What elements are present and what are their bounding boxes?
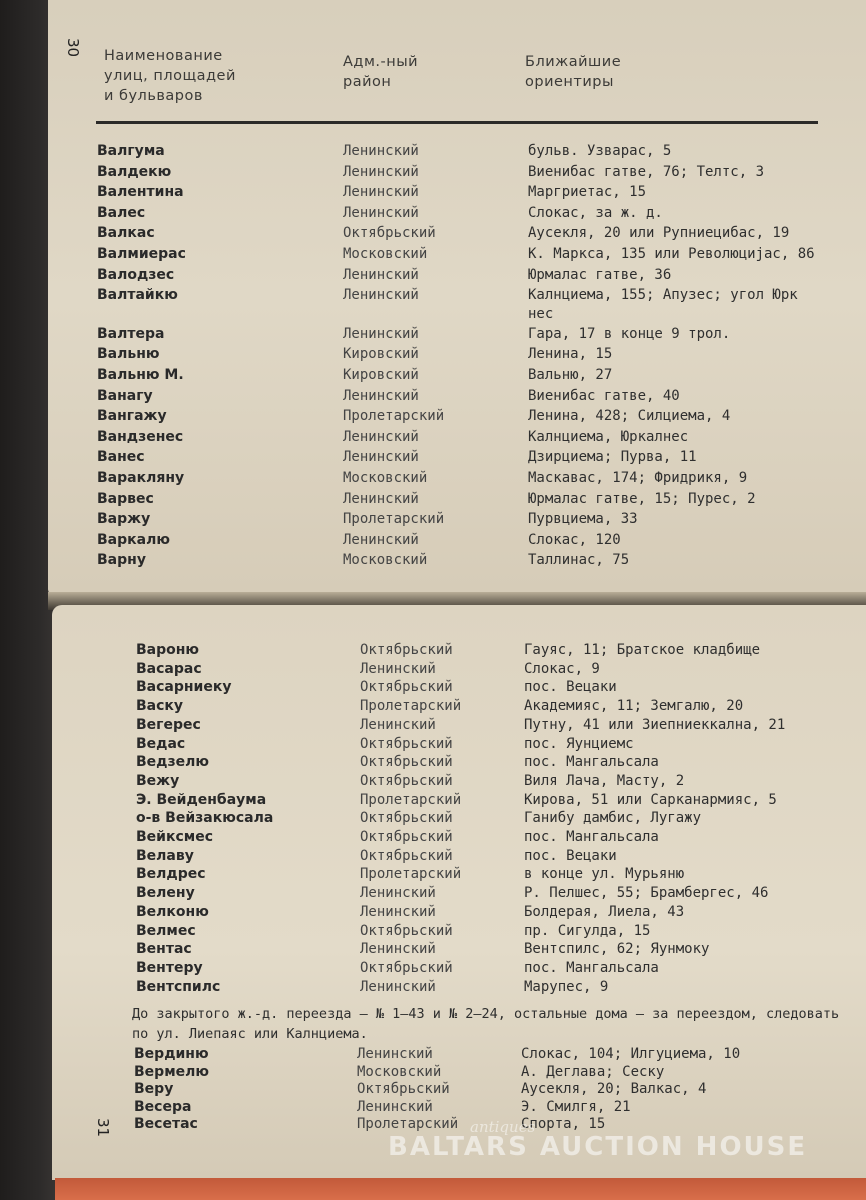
street-name: Валентина — [97, 184, 184, 201]
book-cover-edge — [55, 1178, 866, 1200]
street-name: Вердиню — [134, 1046, 209, 1062]
district-name: Октябрьский — [357, 1081, 450, 1097]
street-name: Васарас — [136, 660, 202, 677]
landmark-text: Путну, 41 или Зиепниеккална, 21 — [524, 716, 786, 733]
district-name: Ленинский — [360, 660, 436, 677]
street-name: Валдекю — [97, 163, 172, 180]
street-name: Вальню — [97, 346, 160, 363]
landmark-text: пос. Яунциемс — [524, 735, 634, 752]
district-name: Кировский — [343, 346, 419, 363]
district-name: Ленинский — [360, 978, 436, 995]
street-name: Васарниеку — [136, 679, 232, 696]
landmark-text: пр. Сигулда, 15 — [524, 922, 651, 939]
street-name: Варакляну — [97, 470, 185, 486]
landmark-text: Гара, 17 в конце 9 трол. — [528, 325, 731, 342]
street-name: Вентеру — [136, 959, 203, 976]
district-name: Пролетарский — [360, 866, 462, 883]
column-header-district: Адм.-ный район — [343, 54, 419, 90]
landmark-text: пос. Мангальсала — [524, 829, 659, 845]
district-name: Ленинский — [357, 1046, 433, 1062]
district-name: Ленинский — [343, 163, 419, 180]
landmark-text: пос. Вецаки — [524, 847, 617, 864]
district-name: Октябрьский — [360, 847, 453, 864]
district-name: Ленинский — [360, 941, 436, 958]
landmark-text: Марупес, 9 — [524, 978, 609, 995]
landmark-text: Академияс, 11; Земгалю, 20 — [524, 698, 744, 715]
district-name: Московский — [343, 470, 428, 486]
street-name: Ванес — [97, 449, 145, 466]
landmark-text: Вентспилс, 62; Яунмоку — [524, 941, 710, 958]
street-name: Веру — [134, 1081, 174, 1097]
page-number-bottom: 31 — [94, 1118, 112, 1138]
landmark-text: К. Маркса, 135 или Революциjас, 86 — [528, 246, 815, 262]
street-name: Валгума — [97, 143, 165, 159]
district-name: Октябрьский — [360, 959, 453, 976]
landmark-text: Пурвциема, 33 — [528, 511, 638, 528]
landmark-text: Ганибу дамбис, Лугажу — [524, 810, 702, 827]
street-name: Вальню М. — [97, 367, 184, 383]
landmark-text: Маскавас, 174; Фридрикя, 9 — [528, 470, 748, 486]
landmark-text: Э. Смилгя, 21 — [521, 1098, 631, 1115]
district-name: Октябрьский — [343, 225, 436, 242]
landmark-text: Дзирциема; Пурва, 11 — [528, 449, 697, 466]
landmark-continuation: нес — [528, 306, 554, 323]
railway-crossing-note: До закрытого ж.-д. переезда — № 1—43 и № 2—24, остальные дома — за переездом, следовать по ул. Лиепаяс или Калнциема. — [132, 1006, 840, 1042]
landmark-text: Слокас, 9 — [524, 660, 600, 677]
street-name: о-в Вейзакюсала — [136, 810, 274, 827]
street-name: Вежу — [136, 772, 180, 789]
street-name: Варжу — [97, 511, 151, 528]
district-name: Кировский — [343, 367, 419, 383]
column-header-landmarks: Ближайшие ориентиры — [525, 54, 622, 90]
landmark-text: Кирова, 51 или Сарканармияс, 5 — [524, 791, 777, 808]
landmark-text: Виенибас гатве, 76; Телтс, 3 — [528, 163, 765, 180]
landmark-text: Таллинас, 75 — [528, 552, 630, 569]
street-name: Велконю — [136, 903, 209, 920]
landmark-text: пос. Вецаки — [524, 679, 617, 696]
street-name: Велену — [136, 885, 195, 902]
landmark-text: бульв. Узварас, 5 — [528, 143, 672, 159]
district-name: Ленинский — [343, 287, 419, 304]
street-name: Весера — [134, 1098, 192, 1115]
district-name: Московский — [343, 552, 428, 569]
landmark-text: Аусекля, 20; Валкас, 4 — [521, 1081, 707, 1097]
street-name: Валмиерас — [97, 246, 186, 262]
landmark-text: Виля Лача, Масту, 2 — [524, 772, 685, 789]
street-name: Вегерес — [136, 716, 201, 733]
district-name: Ленинский — [343, 449, 419, 466]
street-name: Велмес — [136, 922, 196, 939]
street-name: Вентас — [136, 941, 192, 958]
landmark-text: Юрмалас гатве, 15; Пурес, 2 — [528, 490, 756, 507]
district-name: Ленинский — [343, 428, 419, 445]
street-name: Валтера — [97, 325, 165, 342]
landmark-text: Ленина, 428; Силциема, 4 — [528, 408, 731, 425]
district-name: Ленинский — [343, 490, 419, 507]
street-name: Валодзес — [97, 266, 175, 283]
district-name: Ленинский — [360, 716, 436, 733]
street-name: Вангажу — [97, 408, 167, 425]
district-name: Октябрьский — [360, 829, 453, 845]
district-name: Ленинский — [343, 266, 419, 283]
landmark-text: пос. Мангальсала — [524, 754, 659, 771]
street-name: Варкалю — [97, 531, 170, 548]
district-name: Московский — [357, 1063, 442, 1080]
district-name: Октябрьский — [360, 754, 453, 771]
street-name: Весетас — [134, 1116, 198, 1132]
landmark-text: Калнциема, Юркалнес — [528, 428, 689, 445]
landmark-text: Юрмалас гатве, 36 — [528, 266, 672, 283]
district-name: Ленинский — [343, 184, 419, 201]
street-name: Велаву — [136, 847, 194, 864]
street-name: Вейксмес — [136, 829, 214, 845]
district-name: Пролетарский — [360, 791, 462, 808]
district-name: Ленинский — [343, 204, 419, 221]
watermark-text: BALTARS AUCTION HOUSE — [388, 1132, 808, 1162]
landmark-text: А. Деглава; Сеску — [521, 1063, 665, 1080]
landmark-text: Болдерая, Лиела, 43 — [524, 903, 685, 920]
district-name: Ленинский — [357, 1098, 433, 1115]
landmark-text: Виенибас гатве, 40 — [528, 387, 680, 404]
street-name: Валес — [97, 204, 146, 221]
district-name: Ленинский — [360, 903, 436, 920]
street-name: Вентспилс — [136, 978, 221, 995]
landmark-text: Маргриетас, 15 — [528, 184, 647, 201]
landmark-text: Слокас, 120 — [528, 531, 621, 548]
street-name: Ведас — [136, 735, 186, 752]
landmark-text: Гауяс, 11; Братское кладбище — [524, 642, 761, 658]
district-name: Пролетарский — [343, 511, 445, 528]
district-name: Ленинский — [360, 885, 436, 902]
page-number-top: 30 — [64, 38, 82, 58]
landmark-text: Р. Пелшес, 55; Брамбергес, 46 — [524, 885, 769, 902]
landmark-text: Калнциема, 155; Апузес; угол Юрк — [528, 287, 798, 304]
district-name: Октябрьский — [360, 810, 453, 827]
district-name: Октябрьский — [360, 735, 453, 752]
district-name: Октябрьский — [360, 772, 453, 789]
street-name: Вермелю — [134, 1063, 209, 1080]
street-name: Велдрес — [136, 866, 206, 883]
street-name: Варну — [97, 552, 146, 569]
street-name: Валкас — [97, 225, 155, 242]
landmark-text: Ленина, 15 — [528, 346, 613, 363]
landmark-text: Вальню, 27 — [528, 367, 613, 383]
street-name: Васку — [136, 698, 184, 715]
district-name: Октябрьский — [360, 642, 453, 658]
district-name: Ленинский — [343, 531, 419, 548]
landmark-text: в конце ул. Мурьяню — [524, 866, 685, 883]
street-name: Вароню — [136, 642, 200, 658]
district-name: Пролетарский — [357, 1116, 459, 1132]
street-name: Ведзелю — [136, 754, 209, 771]
district-name: Пролетарский — [343, 408, 445, 425]
street-name: Ванагу — [97, 387, 153, 404]
district-name: Октябрьский — [360, 679, 453, 696]
landmark-text: Слокас, за ж. д. — [528, 204, 663, 221]
landmark-text: Спорта, 15 — [521, 1116, 606, 1132]
district-name: Ленинский — [343, 143, 419, 159]
street-name: Валтайкю — [97, 287, 178, 304]
column-header-name: Наименование улиц, площадей и бульваров — [104, 48, 236, 104]
district-name: Московский — [343, 246, 428, 262]
district-name: Октябрьский — [360, 922, 453, 939]
landmark-text: пос. Мангальсала — [524, 959, 659, 976]
district-name: Ленинский — [343, 325, 419, 342]
watermark-small-text: antiques — [470, 1118, 536, 1136]
landmark-text: Аусекля, 20 или Рупниецибас, 19 — [528, 225, 790, 242]
street-name: Варвес — [97, 490, 154, 507]
header-rule — [96, 121, 818, 124]
district-name: Пролетарский — [360, 698, 462, 715]
district-name: Ленинский — [343, 387, 419, 404]
street-name: Э. Вейденбаума — [136, 791, 267, 808]
street-name: Вандзенес — [97, 428, 184, 445]
landmark-text: Слокас, 104; Илгуциема, 10 — [521, 1046, 741, 1062]
